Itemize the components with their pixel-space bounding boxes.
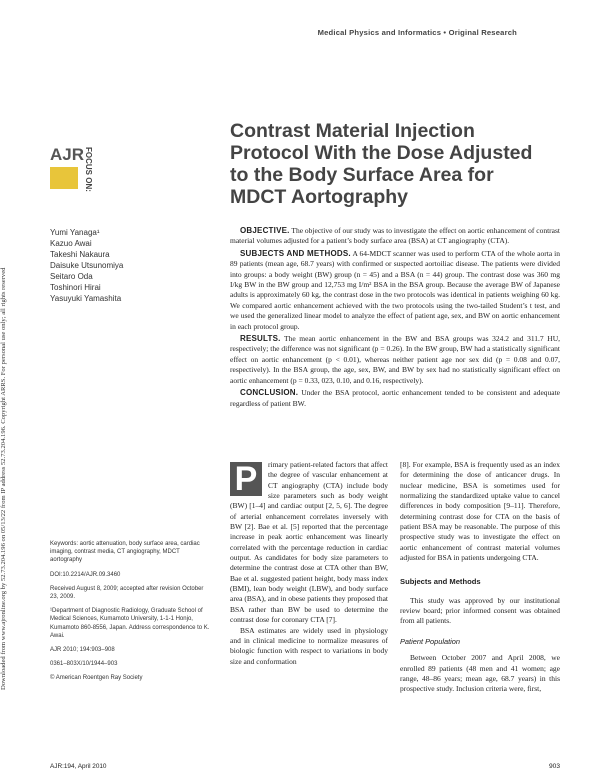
- body-column-2: [400, 460, 560, 695]
- results-heading: RESULTS.: [240, 334, 281, 344]
- author-list: [50, 227, 123, 304]
- body-column-1: [230, 460, 388, 667]
- methods-heading: SUBJECTS AND METHODS.: [240, 248, 351, 258]
- author: Seitaro Oda: [50, 272, 93, 281]
- author: Toshinori Hirai: [50, 283, 101, 292]
- body-paragraph: This study was approved by our institutional review board; prior informed consent was obtained from all patients.: [400, 595, 560, 626]
- objective-heading: OBJECTIVE.: [240, 226, 290, 235]
- abstract: [230, 226, 560, 411]
- intro-paragraph: P rimary patient-related factors that affect the degree of vascular enhancement at CT angiography (CTA) include body size parameters such as body weight (BW) [1–4] and cardiac output [2, 5, 6]. The degree of arterial enhancement correlates inversely with BW [2]. Bae et al. [5] reported that the percentage increase in peak aortic enhancement was linearly correlated with the percentage reduction in cardiac output. As candidates for body size parameters to determine the contrast dose at CTA other than BW, Bae et al. suggested patient height, body mass index (BMI), lean body weight (LBW), and body surface area (BSA), and in obese patients they proposed that BSA rather than BW be used to determine the contrast dose for coronary CTA [7].: [230, 460, 388, 625]
- section-label: Medical Physics and Informatics • Original Research: [317, 28, 517, 37]
- page-number: 903: [548, 763, 560, 770]
- author: Yasuyuki Yamashita: [50, 294, 122, 303]
- logo-focus-on: FOCUS ON:: [84, 147, 93, 192]
- issn: 0361–803X/10/1944–903: [50, 661, 118, 668]
- keywords: Keywords: aortic attenuation, body surface area, cardiac imaging, contrast media, CT angiography, MDCT aortography: [50, 541, 200, 564]
- section-heading: Subjects and Methods: [400, 577, 481, 587]
- article-title: Contrast Material Injection Protocol With the Dose Adjusted to the Body Surface Area for MDCT Aortography: [230, 120, 533, 208]
- received-date: Received August 8, 2009; accepted after revision October 23, 2009.: [50, 585, 204, 601]
- author: Yumi Yanaga¹: [50, 228, 100, 237]
- ajr-focus-logo: [50, 145, 92, 195]
- abstract-methods: SUBJECTS AND METHODS. A 64-MDCT scanner was used to perform CTA of the whole aorta in 89 patients (mean age, 68.7 years) with confirmed or suspected aortoiliac disease. The patients were divided into groups: a body weight (BW) group (n = 45) and a BSA (n = 44) group. The contrast dose was 360 mg I/kg BW in the BW group and 12,753 mg I/m² BSA in the BSA group. Because the average BW of Japanese adults is approximately 60 kg, the contrast dose in the two protocols was identical in patients weighing 60 kg. We compared aortic enhancement achieved with the two protocols using the two-tailed Student’s t test, and we used the generalized linear model to analyze the effect of patient age, sex, and BW on aortic enhancement in each protocol group.: [230, 248, 560, 331]
- article-meta: [50, 540, 212, 689]
- subsection-heading: Patient Population: [400, 636, 460, 646]
- abstract-conclusion: CONCLUSION. Under the BSA protocol, aortic enhancement tended to be consistent and adequate regardless of patient BW.: [230, 388, 561, 408]
- doi: DOI:10.2214/AJR.09.3460: [50, 571, 121, 578]
- logo-ajr: AJR: [50, 145, 85, 164]
- citation: AJR 2010; 194:903–908: [50, 647, 115, 654]
- author: Kazuo Awai: [50, 239, 92, 248]
- abstract-objective: OBJECTIVE. The objective of our study was to investigate the effect on aortic enhancement of contrast material volumes adjusted for a patient’s body surface area (BSA) at CT angiography (CTA).: [230, 226, 560, 246]
- copyright: © American Roentgen Ray Society: [50, 675, 143, 682]
- drop-cap: P: [230, 462, 262, 496]
- author: Daisuke Utsunomiya: [50, 261, 124, 270]
- abstract-results: RESULTS. The mean aortic enhancement in the BW and BSA groups was 324.2 and 311.7 HU, respectively; the difference was not significant (p = 0.26). In the BW group, BW had a statistically significant effect on aortic enhancement (p < 0.01), whereas neither patient age nor sex did (p = 0.08 and 0.07, respectively). In the BSA group, the age, sex, BW, and BW by sex had no statistically significant effect on aortic enhancement (p = 0.33, 023, 0.10, and 0.16, respectively).: [230, 334, 560, 385]
- conclusion-heading: CONCLUSION.: [240, 388, 299, 398]
- download-notice: Downloaded from www.ajronline.org by 52.73.204.196 on 05/13/22 from IP address 52.73.204.196. Copyright ARRS. For personal use only; all rights reserved: [0, 267, 7, 690]
- author: Takeshi Nakaura: [50, 250, 110, 259]
- logo-bar: [50, 167, 78, 189]
- footer-journal: AJR:194, April 2010: [50, 763, 107, 770]
- body-paragraph: BSA estimates are widely used in physiology and in clinical medicine to normalize measures of biologic function with respect to variations in body size and conformation: [230, 625, 388, 666]
- body-paragraph: Between October 2007 and April 2008, we enrolled 89 patients (48 men and 41 women; age range, 48–86 years; mean age, 68.7 years) in this prospective study. Inclusion criteria were, first,: [400, 653, 560, 694]
- affiliation: ¹Department of Diagnostic Radiology, Graduate School of Medical Sciences, Kumamoto University, 1-1-1 Honjo, Kumamoto 860-8556, Japan. Address correspondence to K. Awai.: [50, 608, 210, 639]
- body-paragraph: [8]. For example, BSA is frequently used as an index for determining the dose of anticancer drugs. In nuclear medicine, BSA is sometimes used for normalizing the standardized uptake value to cancel differences in body composition [9–11]. Therefore, determining contrast dose for CTA on the basis of patient BSA may be reasonable. The purpose of this prospective study was to investigate the effect on aortic enhancement of contrast material volumes adjusted for BSA in patients undergoing CTA.: [400, 460, 560, 563]
